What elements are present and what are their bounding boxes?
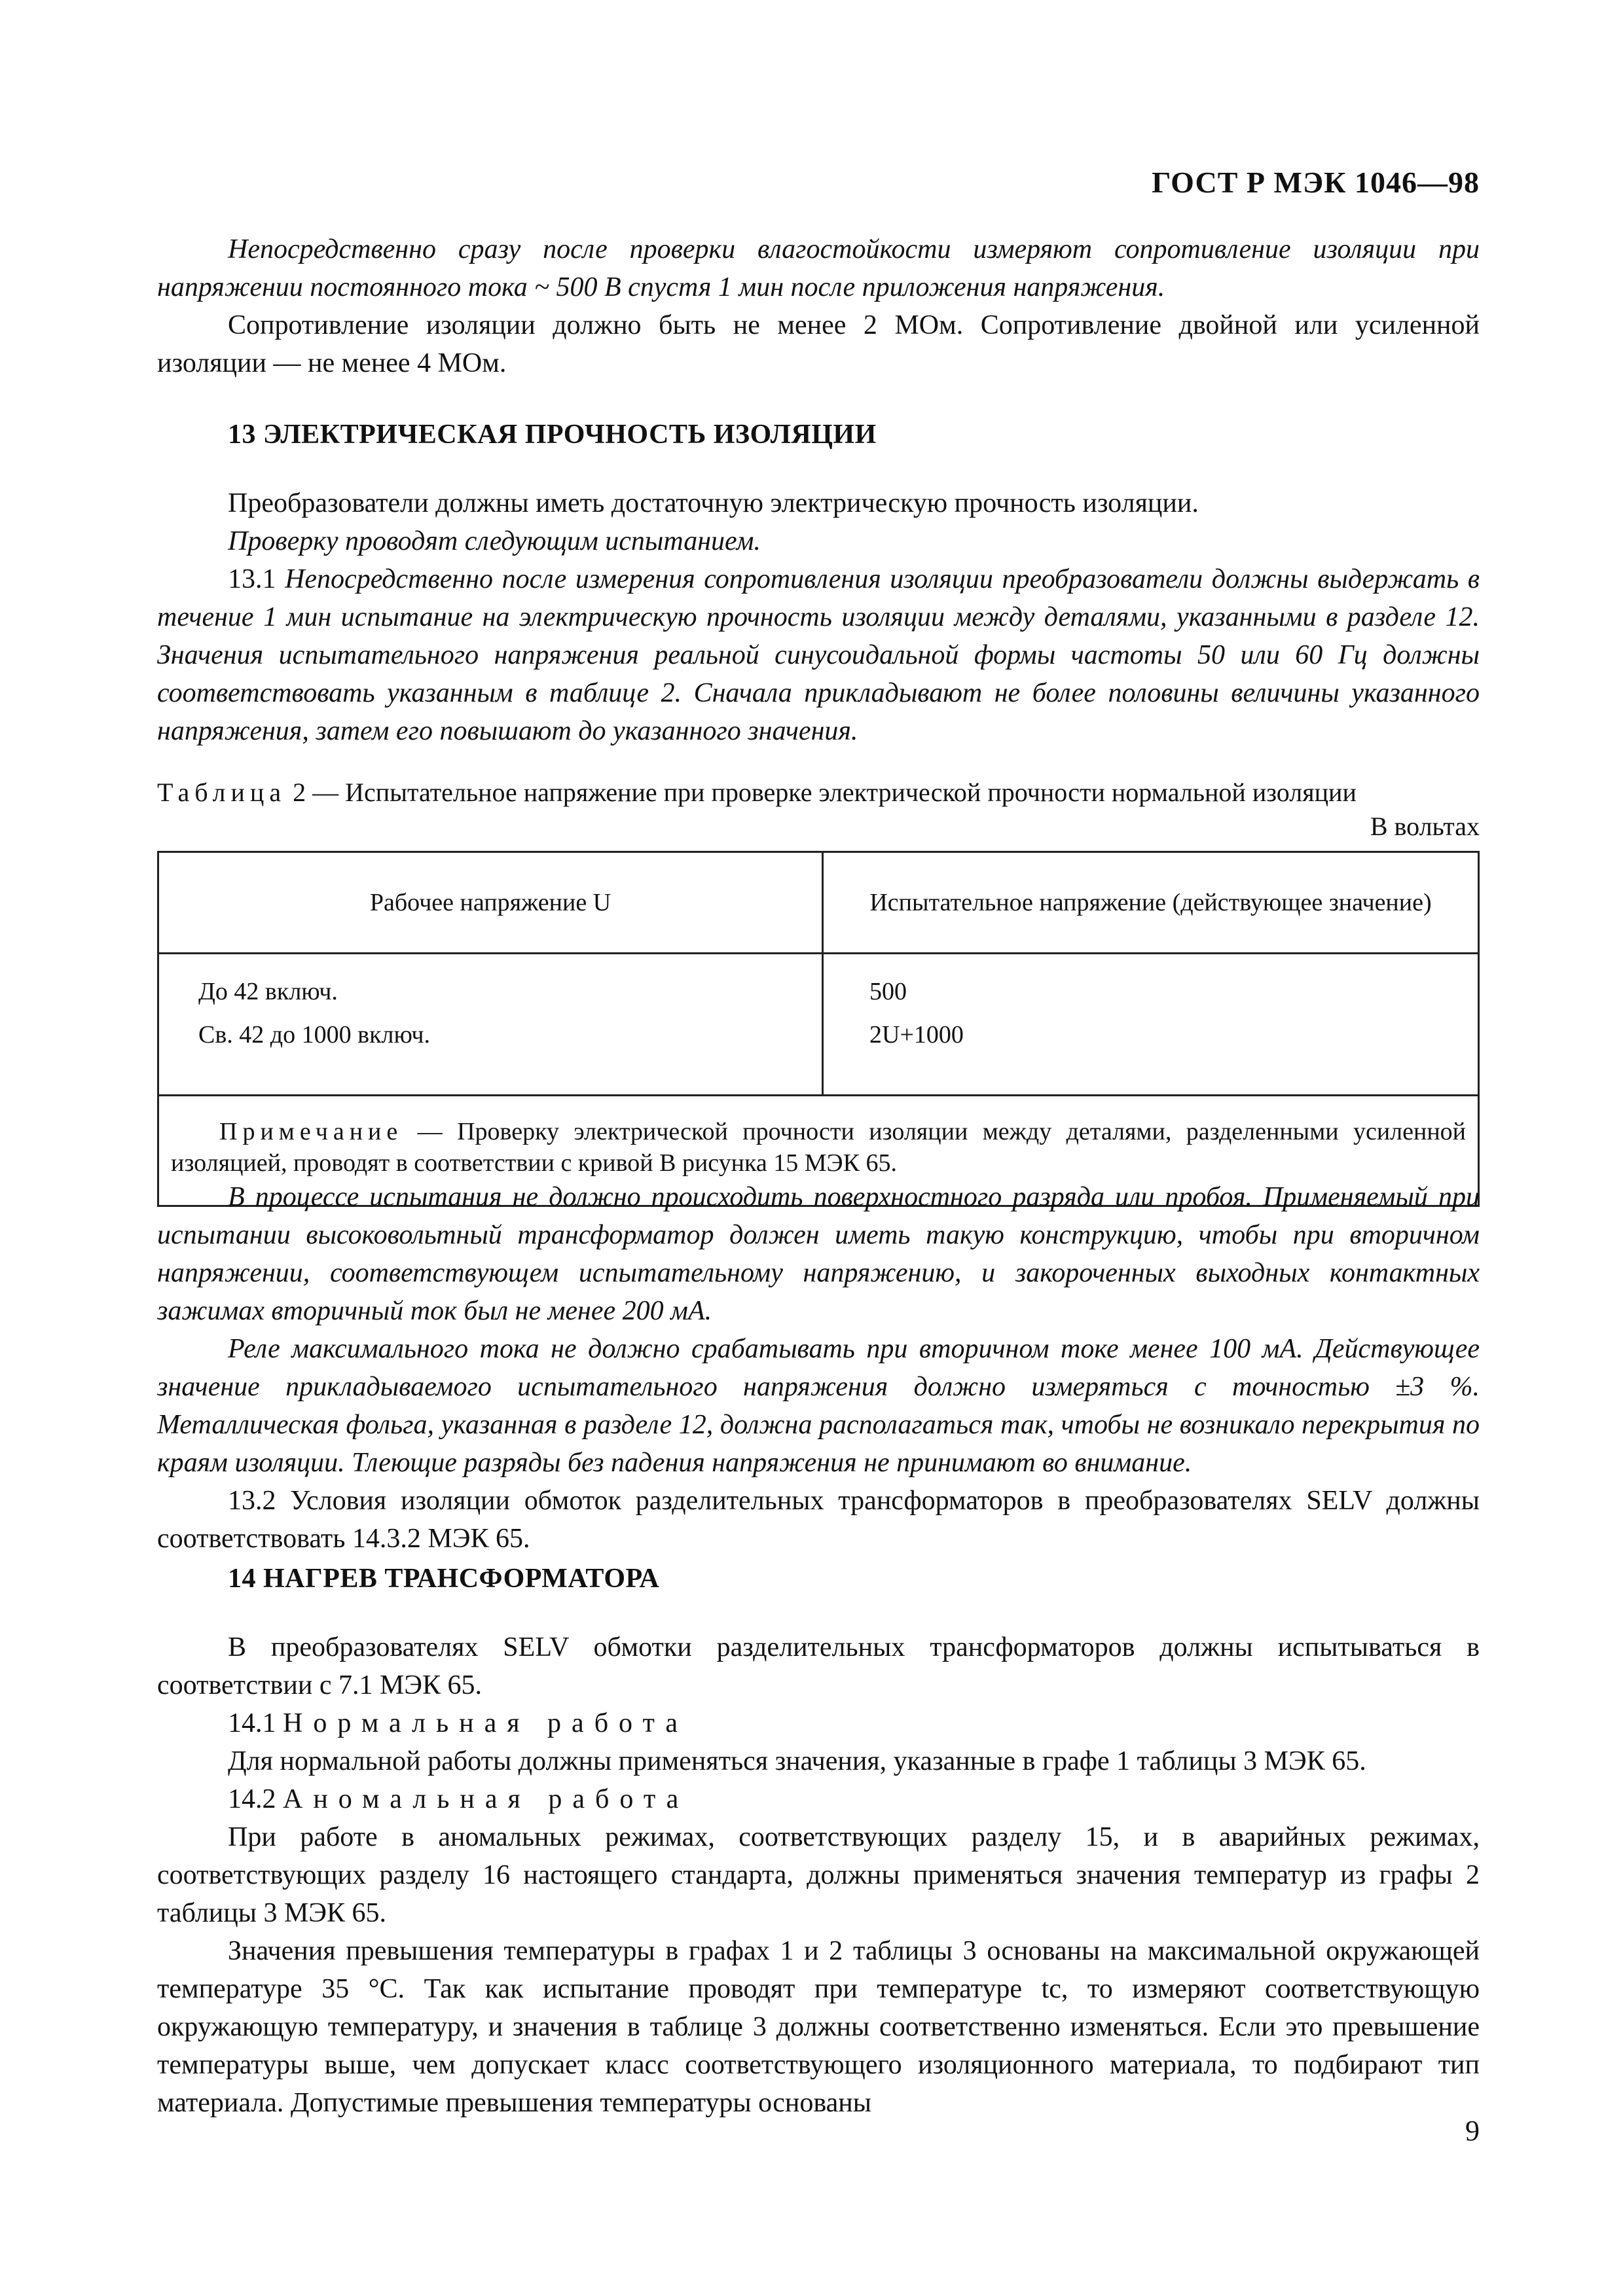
standard-code-header: ГОСТ Р МЭК 1046—98	[1152, 166, 1480, 199]
table-caption-text: 2 — Испытательное напряжение при проверке электрической прочности нормальной изоляции	[293, 778, 1357, 807]
col-header-test-voltage: Испытательное напряжение (действующее значение)	[823, 852, 1479, 954]
clause-14-1-title: Нормальная работа	[283, 1708, 689, 1738]
clause-14-2-number: 14.2	[228, 1784, 276, 1814]
working-voltage-1: До 42 включ.	[198, 978, 338, 1005]
section-13-title: 13 ЭЛЕКТРИЧЕСКАЯ ПРОЧНОСТЬ ИЗОЛЯЦИИ	[228, 420, 877, 450]
working-voltage-cell	[158, 954, 823, 1096]
clause-13-1	[157, 560, 1480, 750]
table-body-row	[158, 954, 1479, 1096]
section-14	[157, 1563, 1480, 2122]
note-text: — Проверку электрической прочности изоляции между деталями, разделенными усиленной изоляцией, проводят в соответствии с кривой B рисунка 15 МЭК 65.	[171, 1118, 1467, 1177]
table-units: В вольтах	[1370, 812, 1480, 841]
clause-14-1-number: 14.1	[228, 1708, 276, 1738]
clause-14-2-heading	[157, 1780, 1480, 1818]
test-paragraph-2: Реле максимального тока не должно срабатывать при вторичном токе менее 100 мА. Действующее значение прикладываемого испытательного напряжения должно измеряться с точностью ±3 %. Металлическая фольга, указанная в разделе 12, должна располагаться так, чтобы не возникало перекрытия по краям изоляции. Тлеющие разряды без падения напряжения не принимают во внимание.	[157, 1334, 1480, 1478]
clause-13-2: 13.2 Условия изоляции обмоток разделительных трансформаторов в преобразователях SELV должны соответствовать 14.3.2 МЭК 65.	[157, 1486, 1480, 1554]
section-13-paragraph-2: Проверку проводят следующим испытанием.	[228, 526, 761, 556]
clause-14-2-title: Аномальная работа	[283, 1784, 689, 1814]
test-voltage-2: 2U+1000	[869, 1021, 964, 1049]
table-2-caption	[157, 776, 1480, 844]
clause-14-2-text: При работе в аномальных режимах, соответствующих разделу 15, и в аварийных режимах, соответствующих разделу 16 настоящего стандарта, должны применяться значения температур из графы 2 таблицы 3 МЭК 65.	[157, 1822, 1480, 1928]
clause-14-1-text: Для нормальной работы должны применяться значения, указанные в графе 1 таблицы 3 МЭК 65.	[228, 1746, 1366, 1776]
section-14-paragraph-1: В преобразователях SELV обмотки разделительных трансформаторов должны испытываться в соответствии с 7.1 МЭК 65.	[157, 1632, 1480, 1700]
clause-14-1-heading	[157, 1704, 1480, 1742]
table-2	[157, 851, 1480, 1207]
section-13-paragraph-1: Преобразователи должны иметь достаточную электрическую прочность изоляции.	[228, 488, 1199, 518]
clause-13-1-text: Непосредственно после измерения сопротивления изоляции преобразователи должны выдержать в течение 1 мин испытание на электрическую прочность изоляции между деталями, указанными в разделе 12. Значения испытательного напряжения реальной синусоидальной формы частоты 50 или 60 Гц должны соответствовать указанным в таблице 2. Сначала прикладывают не более половины величины указанного напряжения, затем его повышают до указанного значения.	[157, 564, 1480, 746]
section-13	[157, 419, 1480, 750]
section-14-title: 14 НАГРЕВ ТРАНСФОРМАТОРА	[228, 1564, 660, 1594]
table-header-row	[158, 852, 1479, 954]
test-paragraph-1: В процессе испытания не должно происходить поверхностного разряда или пробоя. Применяемый при испытании высоковольтный трансформатор должен иметь такую конструкцию, чтобы при вторичном напряжении, соответствующем испытательному напряжению, и закороченных выходных контактных зажимах вторичный ток был не менее 200 мА.	[157, 1182, 1480, 1326]
temperature-paragraph: Значения превышения температуры в графах 1 и 2 таблицы 3 основаны на максимальной окружающей температуре 35 °С. Так как испытание проводят при температуре tc, то измеряют соответствующую окружающую температуру, и значения в таблице 3 должны соответственно изменяться. Если это превышение температуры выше, чем допускает класс соответствующего изоляционного материала, то подбирают тип материала. Допустимые превышения температуры основаны	[157, 1936, 1480, 2118]
col-header-working-voltage: Рабочее напряжение U	[158, 852, 823, 954]
voltage-table	[157, 851, 1480, 1207]
test-voltage-1: 500	[869, 978, 907, 1005]
intro-paragraph-2: Сопротивление изоляции должно быть не менее 2 МОм. Сопротивление двойной или усиленной изоляции — не менее 4 МОм.	[157, 310, 1480, 378]
note-word: Примечание	[219, 1118, 403, 1145]
clause-13-1-number: 13.1	[228, 564, 276, 594]
page-number: 9	[1465, 2115, 1480, 2147]
table-caption-word: Таблица	[157, 778, 287, 807]
intro-paragraph-1: Непосредственно сразу после проверки влагостойкости измеряют сопротивление изоляции при напряжении постоянного тока ~ 500 В спустя 1 мин после приложения напряжения.	[157, 234, 1480, 302]
test-voltage-cell	[823, 954, 1479, 1096]
intro-block	[157, 230, 1480, 382]
working-voltage-2: Св. 42 до 1000 включ.	[198, 1021, 431, 1049]
after-table-block	[157, 1178, 1480, 1558]
